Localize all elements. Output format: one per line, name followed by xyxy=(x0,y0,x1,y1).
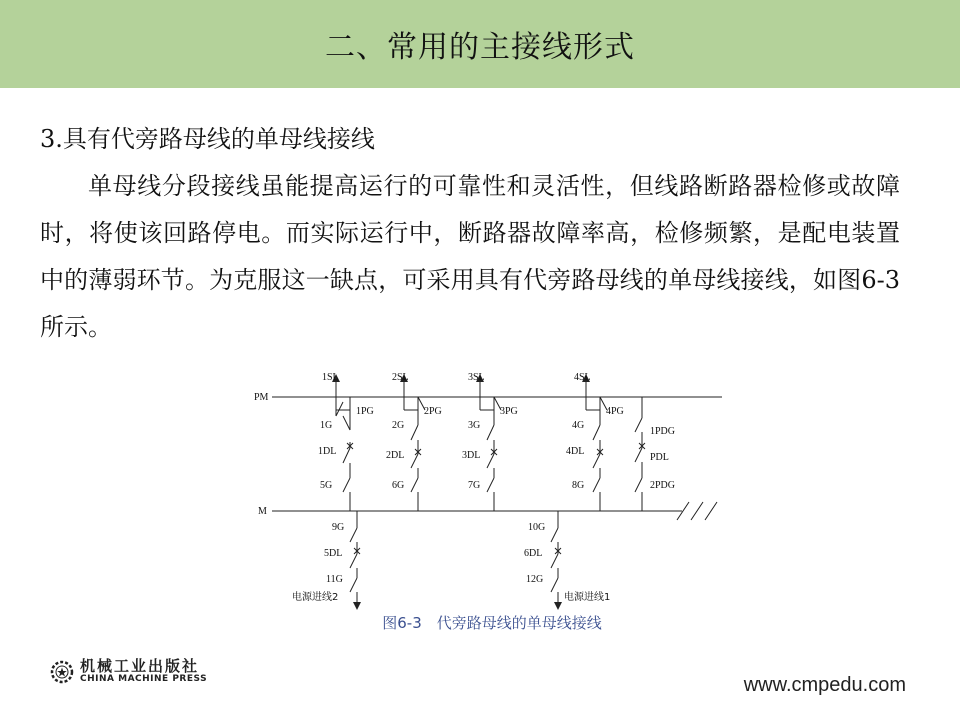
bypass-switch-label: 3PG xyxy=(500,406,518,417)
upper-switch-label: 3G xyxy=(468,420,481,431)
lower-switch-label: 8G xyxy=(572,480,585,491)
bypass-switch-label: 4PG xyxy=(606,406,624,417)
upper-switch-label: 2G xyxy=(392,420,405,431)
bypass-lower-label: 2PDG xyxy=(650,480,676,491)
feeder-line-label: 4SL xyxy=(574,372,591,383)
source-lower-label: 12G xyxy=(526,574,544,585)
feeder-2 xyxy=(404,378,425,511)
bypass-upper-label: 1PDG xyxy=(650,426,676,437)
breaker-label: 4DL xyxy=(566,446,585,457)
lower-switch-label: 7G xyxy=(468,480,481,491)
bypass-breaker-label: PDL xyxy=(650,452,669,463)
slide-content xyxy=(40,116,900,351)
breaker-label: 3DL xyxy=(462,450,481,461)
source-upper-label: 9G xyxy=(332,522,345,533)
feeder-line-label: 2SL xyxy=(392,372,409,383)
feeder-line-label: 3SL xyxy=(468,372,485,383)
publisher-name-en: CHINA MACHINE PRESS xyxy=(80,674,208,684)
lower-switch-label: 6G xyxy=(392,480,405,491)
main-bus-label: M xyxy=(258,506,267,517)
website-url: www.cmpedu.com xyxy=(743,674,906,696)
body-paragraph: 单母线分段接线虽能提高运行的可靠性和灵活性，但线路断路器检修或故障时，将使该回路停电。而实际运行中，断路器故障率高，检修频繁，是配电装置中的薄弱环节。为克服这一缺点，可采用具有代旁路母线的单母线接线，如图6-3所示。 xyxy=(40,172,900,341)
source-1 xyxy=(551,511,558,606)
circuit-diagram xyxy=(252,370,732,610)
publisher-name-cn: 机械工业出版社 xyxy=(80,657,200,675)
bypass-switch-label: 1PG xyxy=(356,406,374,417)
source-2 xyxy=(350,511,357,606)
feeder-line-label: 1SL xyxy=(322,372,339,383)
feeder-4 xyxy=(586,378,607,511)
feeder-3 xyxy=(480,378,501,511)
source-upper-label: 10G xyxy=(528,522,546,533)
breaker-label: 2DL xyxy=(386,450,405,461)
source-name-label: 电源进线1 xyxy=(564,592,611,603)
source-name-label: 电源进线2 xyxy=(292,592,339,603)
upper-switch-label: 4G xyxy=(572,420,585,431)
bypass-switch-label: 2PG xyxy=(424,406,442,417)
source-breaker-label: 5DL xyxy=(324,548,343,559)
figure-caption: 图6-3 代旁路母线的单母线接线 xyxy=(382,614,602,632)
source-breaker-label: 6DL xyxy=(524,548,543,559)
upper-switch-label: 1G xyxy=(320,420,333,431)
gear-star-icon xyxy=(50,660,74,684)
slide-title: 二、常用的主接线形式 xyxy=(325,30,635,65)
bypass-bus-label: PM xyxy=(254,392,269,403)
circuit-diagram-svg xyxy=(252,370,732,610)
source-lower-label: 11G xyxy=(326,574,343,585)
bypass-bay xyxy=(635,397,642,511)
lower-switch-label: 5G xyxy=(320,480,333,491)
breaker-label: 1DL xyxy=(318,446,337,457)
publisher-logo xyxy=(50,658,207,685)
title-bar xyxy=(0,0,960,88)
section-heading: 3.具有代旁路母线的单母线接线 xyxy=(40,125,375,153)
